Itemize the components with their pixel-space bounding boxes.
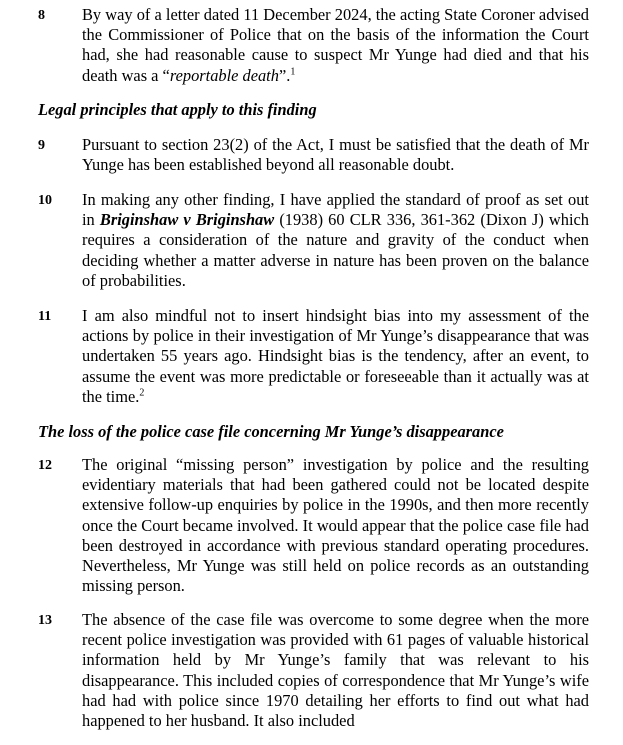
paragraph-text	[82, 190, 589, 291]
paragraph-number: 8	[38, 8, 45, 23]
paragraph-text	[82, 5, 589, 86]
paragraph-text-part: I am also mindful not to insert hindsight bias into my assessment of the actions by police in their investigation of Mr Yunge’s disappearance that was undertaken 55 years ago. Hindsight bias is the tendency, after an event, to assume the event was more predictable or foreseeable than it actually was at the time.	[82, 306, 589, 406]
paragraph-number: 11	[38, 309, 52, 324]
paragraph-number: 12	[38, 458, 52, 473]
footnote-reference[interactable]: 2	[139, 387, 145, 399]
paragraph-text: The original “missing person” investigation by police and the resulting evidentiary materials that had been gathered could not be located despite extensive follow-up enquiries by police in the 1990s, and then more recently once the Court became involved. It would appear that the police case file had been destroyed in accordance with previous standard operating procedures. Nevertheless, Mr Yunge was still held on police records as an outstanding missing person.	[82, 455, 589, 596]
paragraph-text-part: In making any other finding, I have applied the standard of proof as set out in	[82, 190, 589, 230]
paragraph-text-part: ”.	[278, 65, 291, 85]
paragraph-text-part: By way of a letter dated 11 December 2024, the acting State Coroner advised the Commissioner of Police that on the basis of the information the Court had, she had reasonable cause to suspect Mr Yunge had died and that his death was a “	[82, 5, 589, 85]
footnote-reference[interactable]: 1	[290, 66, 296, 78]
paragraph-text-part: (1938) 60 CLR 336, 361-362 (Dixon J) which requires a consideration of the nature and gravity of the conduct when deciding whether a matter adverse in nature has been proven on the balance of probabilities.	[82, 210, 589, 290]
paragraph-text: The absence of the case file was overcome to some degree when the more recent police investigation was provided with 61 pages of valuable historical information held by Mr Yunge’s family that was relevant to his disappearance. This included copies of correspondence that Mr Yunge’s wife had had with police since 1970 detailing her efforts to find out what had happened to her husband. It also included	[82, 610, 589, 731]
section-heading: Legal principles that apply to this finding	[38, 100, 317, 119]
paragraph-number: 9	[38, 138, 45, 153]
italic-term: reportable death	[169, 65, 279, 85]
paragraph-number: 10	[38, 193, 52, 208]
paragraph-number: 13	[38, 613, 52, 628]
paragraph-text	[82, 306, 589, 407]
case-citation: Briginshaw v Briginshaw	[99, 210, 275, 230]
paragraph-text: Pursuant to section 23(2) of the Act, I must be satisfied that the death of Mr Yunge has been established beyond all reasonable doubt.	[82, 135, 589, 175]
section-heading: The loss of the police case file concerning Mr Yunge’s disappearance	[38, 422, 504, 441]
